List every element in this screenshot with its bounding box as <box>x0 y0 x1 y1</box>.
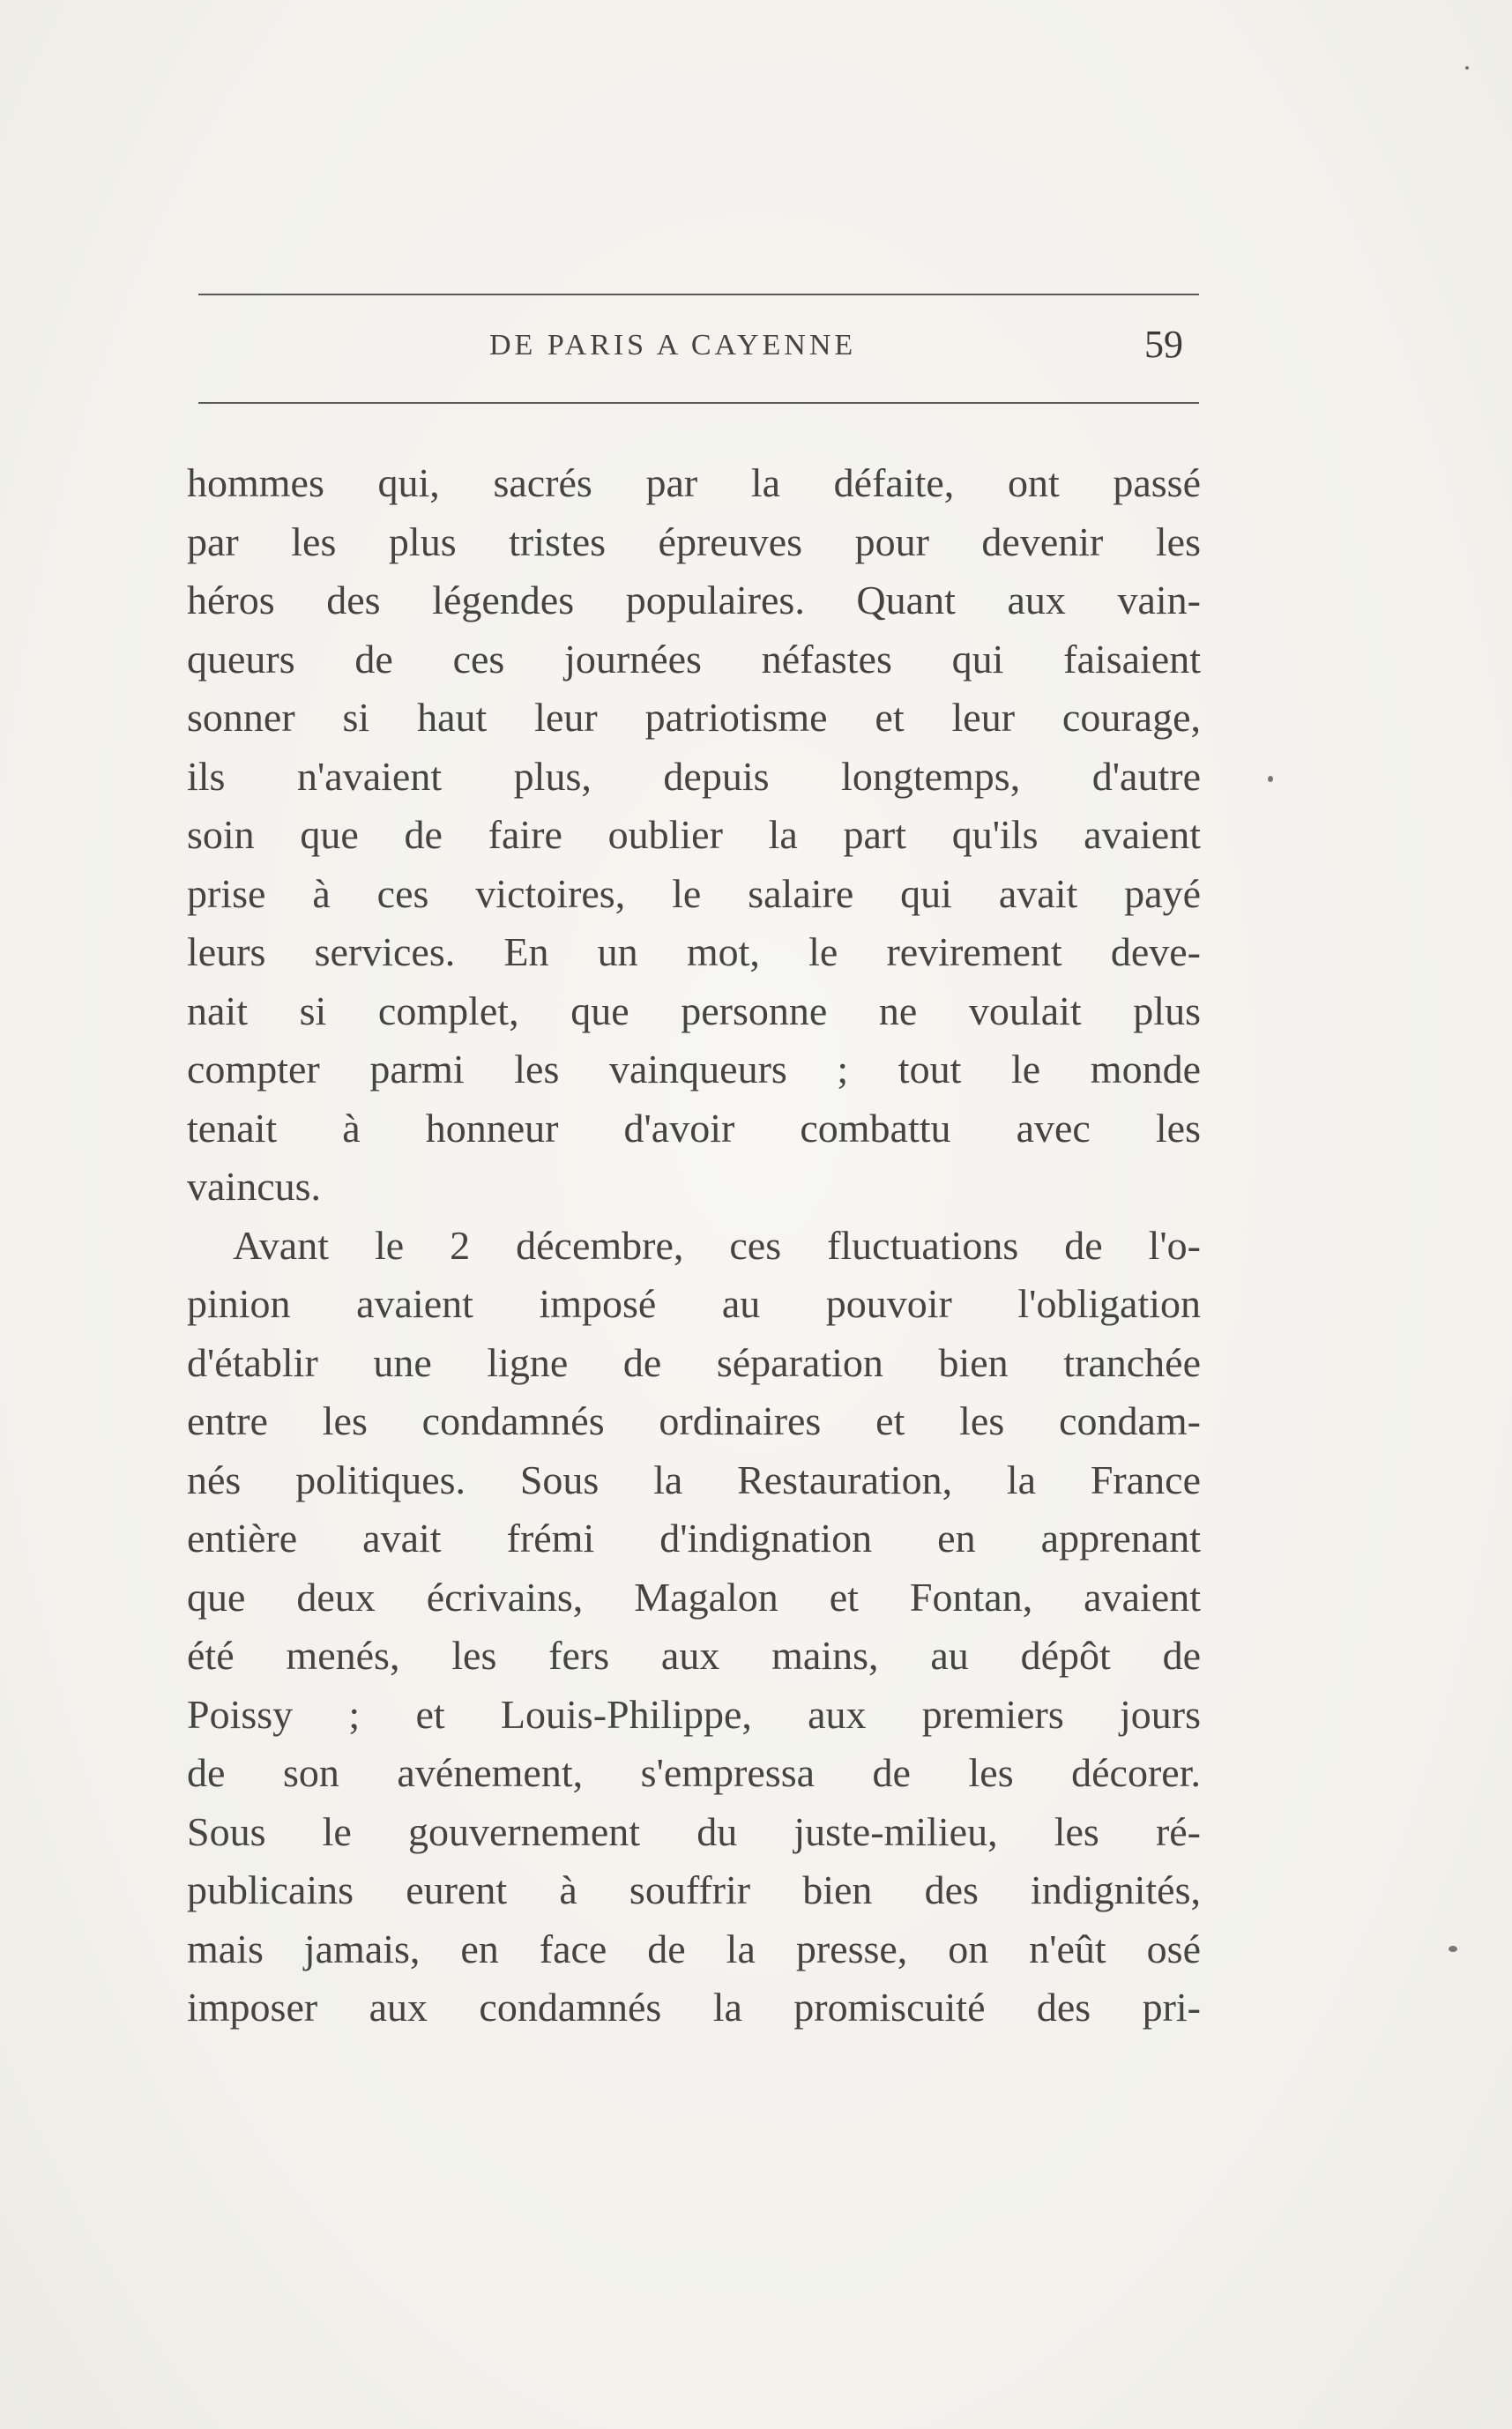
text-line: publicains eurent à souffrir bien des indignités, <box>187 1867 1201 1912</box>
text-line: leurs services. En un mot, le revirement deve- <box>187 929 1201 974</box>
paper-speck <box>1449 1946 1457 1952</box>
text-line: Sous le gouvernement du juste-milieu, les ré- <box>187 1808 1201 1854</box>
text-line: Avant le 2 décembre, ces fluctuations de l'o- <box>233 1222 1201 1268</box>
text-line: de son avénement, s'empressa de les décorer. <box>187 1750 1201 1795</box>
text-line: sonner si haut leur patriotisme et leur courage, <box>187 695 1201 740</box>
text-line: entre les condamnés ordinaires et les condam- <box>187 1398 1201 1443</box>
text-line: hommes qui, sacrés par la défaite, ont passé <box>187 460 1201 505</box>
text-line: queurs de ces journées néfastes qui faisaient <box>187 636 1201 682</box>
text-line: d'établir une ligne de séparation bien tranchée <box>187 1339 1201 1385</box>
text-line: nés politiques. Sous la Restauration, la France <box>187 1457 1201 1502</box>
body-text <box>187 454 1201 2038</box>
text-line: entière avait frémi d'indignation en apprenant <box>187 1516 1201 1561</box>
running-head <box>198 322 1199 375</box>
text-line: soin que de faire oublier la part qu'ils avaient <box>187 812 1201 857</box>
paper-speck <box>1268 776 1273 782</box>
text-line: compter parmi les vainqueurs ; tout le monde <box>187 1047 1201 1092</box>
text-line: pinion avaient imposé au pouvoir l'obligation <box>187 1281 1201 1326</box>
running-title: DE PARIS A CAYENNE <box>489 329 857 361</box>
text-line: ils n'avaient plus, depuis longtemps, d'autre <box>187 753 1201 799</box>
text-line: héros des légendes populaires. Quant aux vain- <box>187 577 1201 622</box>
text-line: été menés, les fers aux mains, au dépôt de <box>187 1633 1201 1678</box>
paper-speck <box>1465 66 1469 70</box>
header-rule-top <box>198 294 1199 295</box>
text-line: tenait à honneur d'avoir combattu avec les <box>187 1105 1201 1151</box>
text-line: par les plus tristes épreuves pour devenir les <box>187 518 1201 564</box>
text-line: nait si complet, que personne ne voulait plus <box>187 987 1201 1033</box>
header-rule-bottom <box>198 402 1199 404</box>
page-number: 59 <box>1144 323 1183 366</box>
text-line: imposer aux condamnés la promiscuité des pri- <box>187 1985 1201 2030</box>
text-line: vaincus. <box>187 1164 322 1209</box>
text-line: que deux écrivains, Magalon et Fontan, avaient <box>187 1574 1201 1620</box>
text-line: prise à ces victoires, le salaire qui avait payé <box>187 870 1201 916</box>
text-line: Poissy ; et Louis-Philippe, aux premiers jours <box>187 1691 1201 1737</box>
text-line: mais jamais, en face de la presse, on n'eût osé <box>187 1926 1201 1971</box>
